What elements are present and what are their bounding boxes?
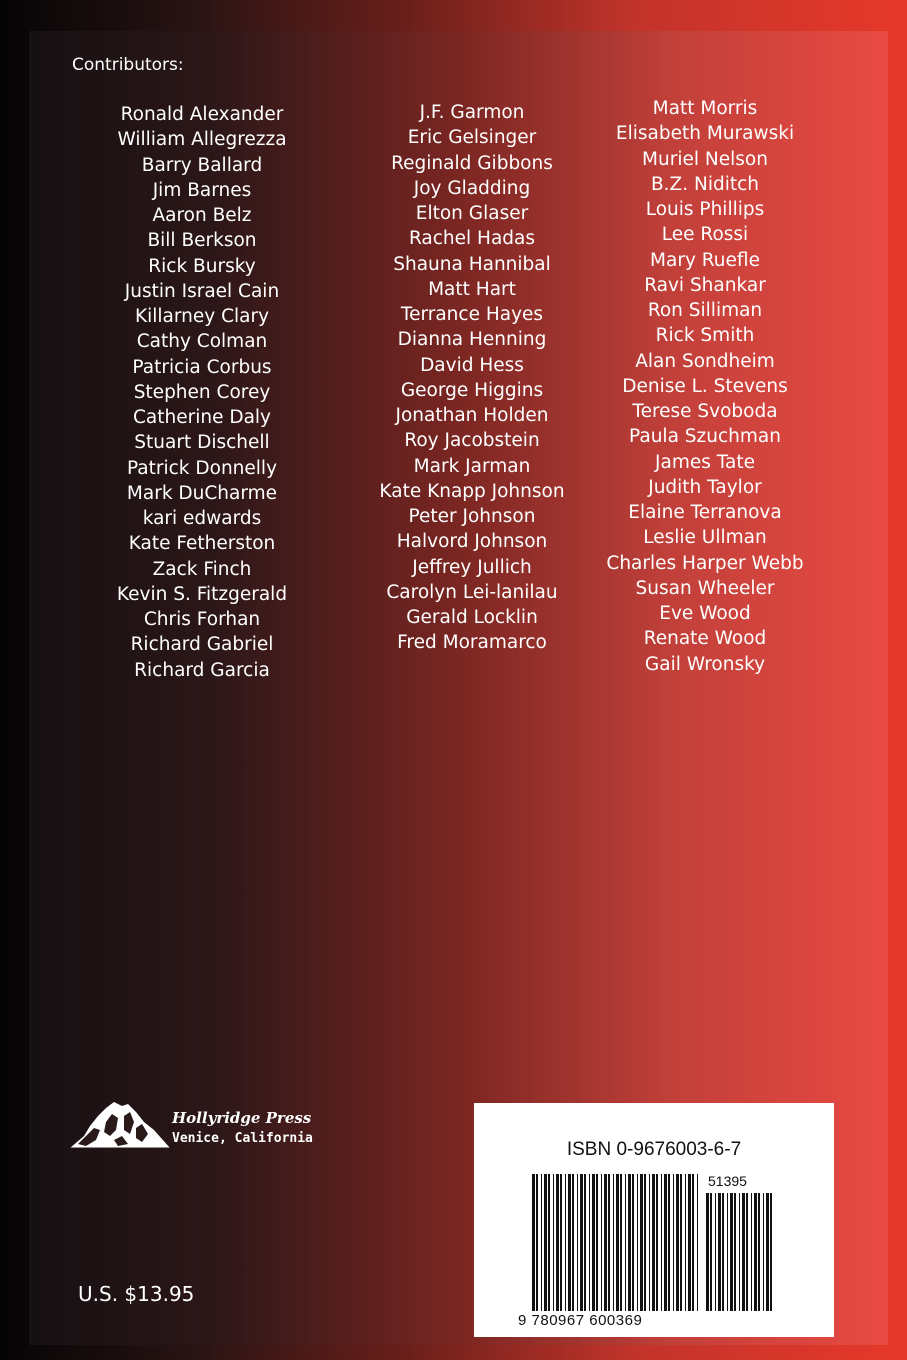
contributors-heading: Contributors: <box>72 55 184 75</box>
mountain-icon <box>70 1100 170 1150</box>
isbn-label: ISBN 0-9676003-6-7 <box>566 1139 742 1160</box>
barcode-main <box>532 1174 702 1311</box>
contributor-name: Joy Gladding <box>413 177 531 199</box>
contributor-name: B.Z. Niditch <box>650 173 760 195</box>
ean-digits: 9 780967 600369 <box>518 1312 643 1329</box>
contributor-name: Judith Taylor <box>648 476 762 498</box>
contributor-name: Ronald Alexander <box>120 104 284 125</box>
contributor-name: Ron Silliman <box>647 300 763 321</box>
contributor-name: Patrick Donnelly <box>126 457 278 479</box>
contributor-name: Fred Moramarco <box>397 632 547 654</box>
publisher-logo <box>70 1100 320 1152</box>
contributor-name: Matt Morris <box>652 98 758 119</box>
contributor-name: Renate Wood <box>643 628 767 650</box>
contributor-name: Killarney Clary <box>134 306 270 327</box>
price: U.S. $13.95 <box>78 1282 195 1306</box>
contributor-name: Gerald Locklin <box>406 607 538 628</box>
contributor-name: Elisabeth Murawski <box>615 123 795 145</box>
publisher-location: Venice, California <box>172 1131 313 1146</box>
contributor-name: Susan Wheeler <box>635 577 775 599</box>
barcode-addon <box>706 1193 773 1311</box>
contributor-name: Alan Sondheim <box>635 350 775 372</box>
contributor-name: Mary Ruefle <box>650 249 760 271</box>
contributor-name: Justin Israel Cain <box>124 280 280 302</box>
contributor-name: Terese Svoboda <box>632 401 778 422</box>
contributor-name: Zack Finch <box>152 558 252 580</box>
contributor-name: David Hess <box>420 354 524 376</box>
contributor-name: Leslie Ullman <box>643 527 767 549</box>
contributor-name: Roy Jacobstein <box>404 430 540 452</box>
contributor-name: Denise L. Stevens <box>622 375 788 397</box>
contributor-name: Terrance Hayes <box>400 304 544 325</box>
publisher-name: Hollyridge Press <box>172 1109 312 1127</box>
contributor-name: Stephen Corey <box>133 381 271 403</box>
isbn-barcode-box <box>474 1103 834 1337</box>
contributor-name: James Tate <box>655 451 755 473</box>
contributor-name: Cathy Colman <box>136 331 268 353</box>
contributor-name: Dianna Henning <box>397 329 547 351</box>
contributor-name: Charles Harper Webb <box>606 552 804 574</box>
contributor-name: Chris Forhan <box>143 609 261 630</box>
contributors-column-1 <box>72 102 332 683</box>
contributor-name: Jeffrey Jullich <box>412 556 532 578</box>
addon-digits: 51395 <box>708 1173 747 1189</box>
contributor-name: Shauna Hannibal <box>393 253 551 275</box>
contributor-name: Eric Gelsinger <box>407 127 537 149</box>
contributor-name: Richard Gabriel <box>130 634 274 656</box>
contributor-name: kari edwards <box>142 508 262 529</box>
contributor-name: Gail Wronsky <box>644 653 766 675</box>
contributor-name: Reginald Gibbons <box>391 152 553 174</box>
contributor-name: Barry Ballard <box>141 154 263 176</box>
contributor-name: Kate Fetherston <box>128 533 276 555</box>
contributor-name: Aaron Belz <box>152 205 252 226</box>
contributor-name: Paula Szuchman <box>629 426 781 448</box>
contributor-name: Matt Hart <box>428 278 516 300</box>
contributor-name: Halvord Johnson <box>396 531 548 553</box>
contributor-name: Rick Smith <box>655 325 755 347</box>
contributor-name: Patricia Corbus <box>132 356 272 378</box>
contributor-name: Richard Garcia <box>134 659 270 681</box>
contributor-name: Rick Bursky <box>148 255 256 277</box>
contributor-name: Kate Knapp Johnson <box>379 480 565 502</box>
contributor-name: William Allegrezza <box>117 129 287 151</box>
contributor-name: J.F. Garmon <box>419 102 525 123</box>
contributor-name: Elaine Terranova <box>628 502 782 523</box>
contributor-name: Elton Glaser <box>415 203 529 224</box>
contributor-name: Catherine Daly <box>132 407 272 428</box>
contributor-name: Mark Jarman <box>413 455 531 477</box>
contributor-name: Muriel Nelson <box>642 148 768 170</box>
contributor-name: Jonathan Holden <box>395 405 549 426</box>
contributor-name: Rachel Hadas <box>408 228 536 250</box>
contributor-name: Carolyn Lei-lanilau <box>386 581 558 603</box>
contributors-column-2 <box>342 100 602 656</box>
contributor-name: Bill Berkson <box>147 230 257 252</box>
contributor-name: Jim Barnes <box>152 179 252 201</box>
contributor-name: Peter Johnson <box>408 506 536 527</box>
contributor-name: George Higgins <box>400 379 544 401</box>
contributor-name: Louis Phillips <box>645 199 765 220</box>
contributor-name: Eve Wood <box>659 603 751 624</box>
contributor-name: Ravi Shankar <box>644 274 766 296</box>
contributor-name: Lee Rossi <box>661 224 749 246</box>
contributor-name: Stuart Dischell <box>134 432 270 454</box>
contributor-name: Kevin S. Fitzgerald <box>116 583 288 605</box>
contributor-name: Mark DuCharme <box>126 482 278 504</box>
contributors-column-3 <box>575 96 835 677</box>
